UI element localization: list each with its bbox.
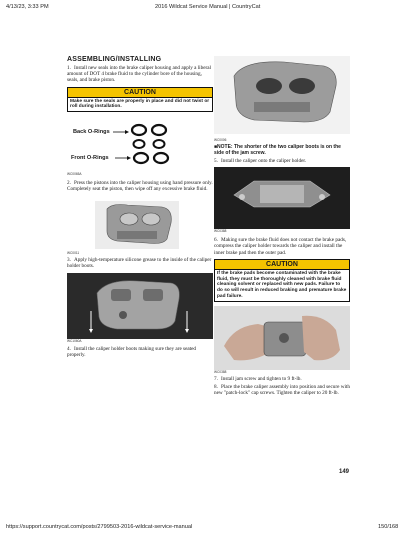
print-page-count: 150/168	[378, 524, 399, 530]
step-2: 2. Press the pistons into the caliper housing using hand pressure only. Completely seat the piston, then wipe off any excessive brake fluid.	[67, 180, 213, 193]
step-3: 3. Apply high-temperature silicone grease to the inside of the caliper holder boots.	[67, 256, 212, 269]
caution-text: Make sure the seals are properly in place and did not twist or roll during installation.	[70, 98, 210, 110]
figure-code: WC0388	[214, 369, 227, 374]
figure-code: WC0388	[214, 229, 227, 234]
step-7: 7. Install jam screw and tighten to 9 ft-lb.	[214, 375, 302, 382]
step-5: 5. Install the caliper onto the caliper holder.	[214, 158, 307, 164]
caliper-onto-holder-photo	[214, 167, 350, 234]
figure-code: WC1060A	[67, 339, 82, 344]
caution-text: If the brake pads become contaminated with the brake fluid, they must be thoroughly cleaned with brake fluid cleaning solvent or replaced with new pads. Failure to do so will result in reduced braking and premature brake pad failure.	[217, 270, 347, 299]
step-8: 8. Place the brake caliper assembly into position and secure with new "patch-lock" cap screws. Tighten the caliper to 20 ft-lb.	[214, 384, 350, 397]
page-number: 149	[339, 469, 350, 475]
orings-illustration	[67, 116, 213, 176]
step-1: 1. Install new seals into the brake caliper housing and apply a liberal amount of DOT 4 brake fluid to the cylinder bore of the housing, seals, and brake piston.	[67, 65, 211, 84]
caution-title: CAUTION	[68, 88, 212, 98]
caution-title: CAUTION	[215, 260, 349, 270]
figure-code: WC0065A	[67, 172, 82, 177]
front-orings-label: Front O-Rings	[71, 155, 109, 162]
print-url: https://support.countrycat.com/posts/2799503-2016-wildcat-service-manual	[6, 524, 193, 530]
note-jam-screw: ■NOTE: The shorter of the two caliper boots is on the side of the jam screw.	[214, 144, 341, 156]
back-orings-label: Back O-Rings	[73, 129, 110, 136]
caution-box-seals	[67, 87, 213, 113]
caliper-illustration	[214, 56, 350, 134]
caliper-housing-illustration	[67, 195, 213, 253]
caliper-housing-photo	[67, 195, 213, 255]
hands-installing-illustration	[214, 306, 350, 370]
figure-code: WC0011	[67, 250, 80, 255]
caliper-holder-illustration	[214, 167, 350, 229]
orings-figure	[67, 116, 213, 176]
step-6: 6. Making sure the brake fluid does not contact the brake pads, compress the caliper holder towards the caliper and install the inner brake pad then the outer pad.	[214, 237, 347, 256]
caliper-photo-top	[214, 56, 350, 142]
hands-installing-photo	[214, 306, 350, 372]
caution-box-brake-pads	[214, 259, 350, 302]
print-datetime: 4/13/23, 3:33 PM	[6, 4, 49, 10]
step-4: 4. Install the caliper holder boots making sure they are seated properly.	[67, 346, 197, 359]
left-column	[67, 56, 213, 360]
right-column	[214, 56, 350, 398]
figure-code: WC0006	[214, 138, 227, 142]
print-page-title: 2016 Wildcat Service Manual | CountryCat	[155, 4, 261, 10]
section-heading: ASSEMBLING/INSTALLING	[67, 56, 162, 63]
caliper-holder-boots-photo	[67, 273, 213, 343]
